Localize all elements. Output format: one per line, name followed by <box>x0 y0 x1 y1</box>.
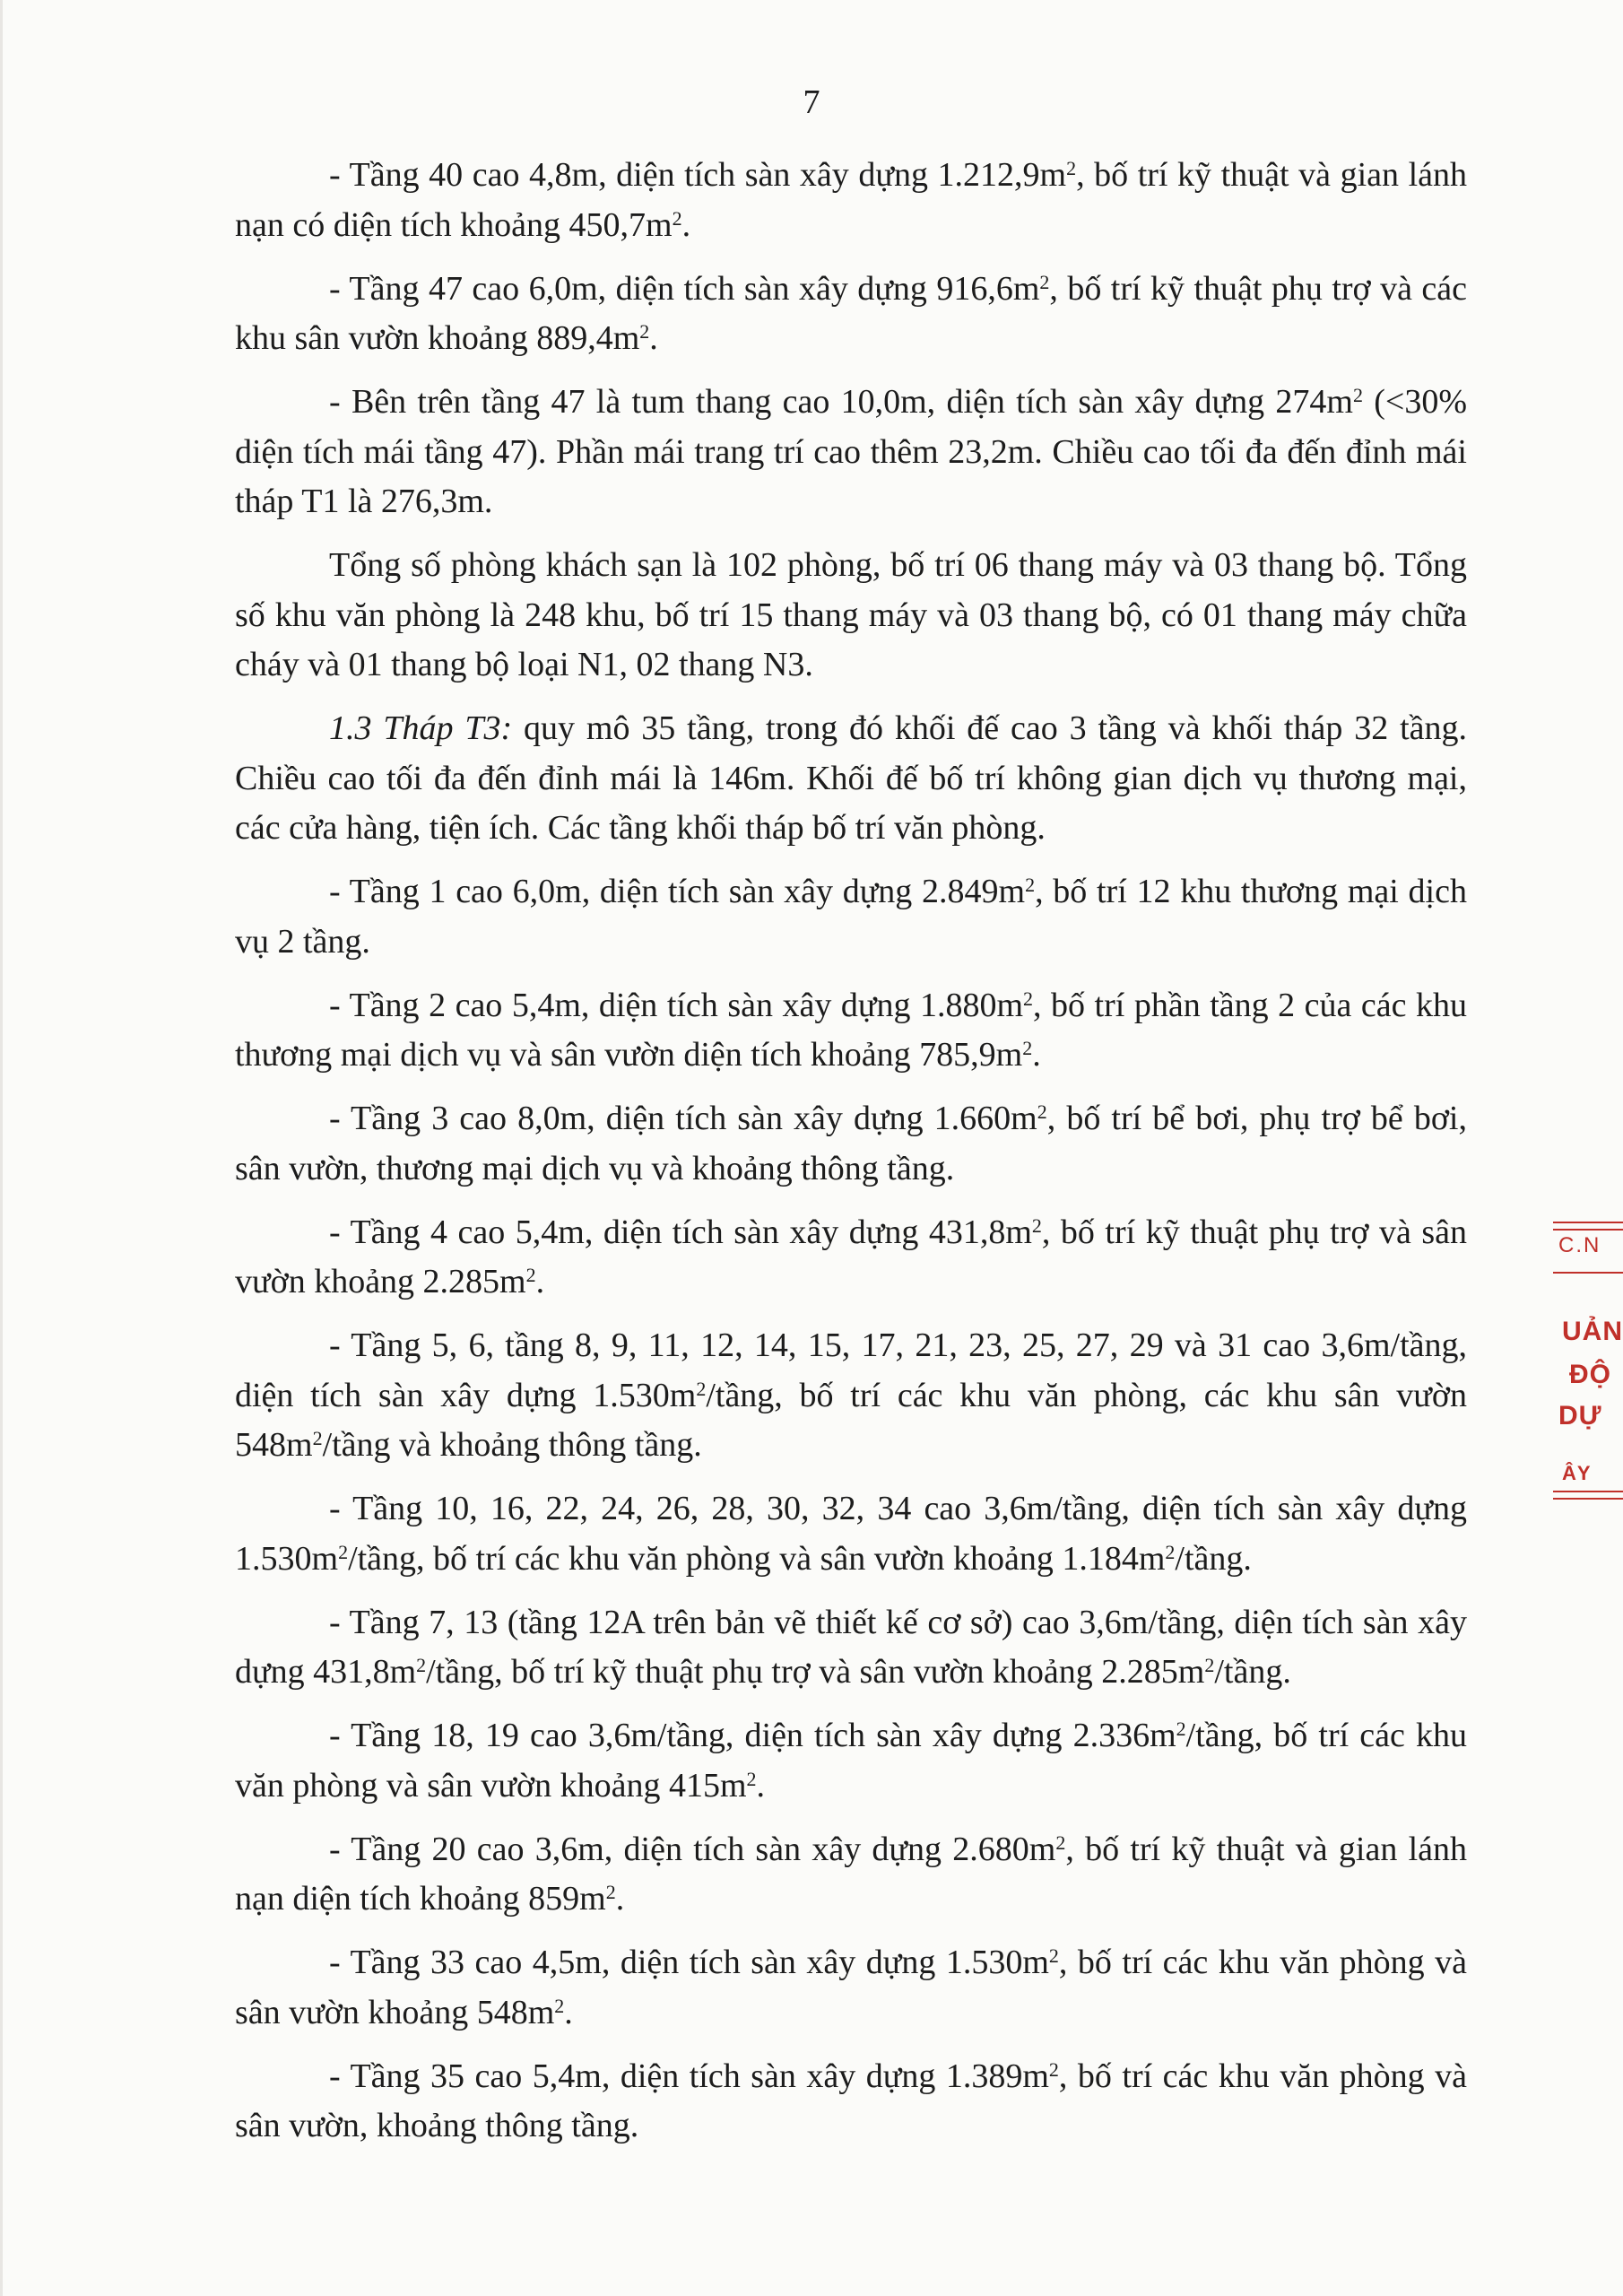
paragraph: - Tầng 3 cao 8,0m, diện tích sàn xây dựng $1.660m^2$, bố trí bể bơi, phụ trợ bể bơi, sân vườn, thương mại dịch vụ và khoảng thông tầng. <box>235 1100 1467 1187</box>
stamp-text: C.N <box>1558 1233 1601 1257</box>
stamp-text: ÂY <box>1562 1462 1592 1484</box>
paragraph: - Tầng 7, 13 (tầng 12A trên bản vẽ thiết kế cơ sở) cao 3,6m/tầng, diện tích sàn xây dựng $431,8m^2$/tầng, bố trí kỹ thuật phụ trợ và sân vườn khoảng $2.285m^2$/tầng. <box>235 1603 1467 1691</box>
paragraph: - Tầng 18, 19 cao 3,6m/tầng, diện tích sàn xây dựng $2.336m^2$/tầng, bố trí các khu văn phòng và sân vườn khoảng $415m^2$. <box>235 1717 1467 1805</box>
paragraph: - Tầng 10, 16, 22, 24, 26, 28, 30, 32, 34 cao 3,6m/tầng, diện tích sàn xây dựng $1.530m^2$/tầng, bố trí các khu văn phòng và sân vườn khoảng $1.184m^2$/tầng. <box>235 1490 1467 1578</box>
paragraph: Tổng số phòng khách sạn là 102 phòng, bố trí 06 thang máy và 03 thang bộ. Tổng số khu văn phòng là 248 khu, bố trí 15 thang máy và 03 thang bộ, có 01 thang máy chữa cháy và 01 thang bộ loại N1, 02 thang N3. <box>235 546 1467 683</box>
stamp-text: ĐỘ <box>1569 1360 1611 1389</box>
paragraph: - Tầng 35 cao 5,4m, diện tích sàn xây dựng $1.389m^2$, bố trí các khu văn phòng và sân vườn, khoảng thông tầng. <box>235 2057 1467 2144</box>
paragraph: - Tầng 1 cao 6,0m, diện tích sàn xây dựng $2.849m^2$, bố trí 12 khu thương mại dịch vụ 2 tầng. <box>235 873 1467 961</box>
paragraph: - Tầng 2 cao 5,4m, diện tích sàn xây dựng $1.880m^2$, bố trí phần tầng 2 của các khu thương mại dịch vụ và sân vườn diện tích khoảng $785,9m^2$. <box>235 986 1468 1074</box>
stamp-rule <box>1553 1222 1623 1223</box>
stamp-rule <box>1553 1229 1623 1231</box>
section-heading: 1.3 Tháp T3: <box>329 709 513 747</box>
paragraph: - Tầng 20 cao 3,6m, diện tích sàn xây dựng $2.680m^2$, bố trí kỹ thuật và gian lánh nạn diện tích khoảng $859m^2$. <box>235 1830 1468 1918</box>
scan-edge <box>0 0 3 2296</box>
stamp-rule <box>1553 1498 1623 1500</box>
paragraph: 1.3 Tháp T3: quy mô 35 tầng, trong đó khối đế cao 3 tầng và khối tháp 32 tầng. Chiều cao tối đa đến đỉnh mái là 146m. Khối đế bố trí không gian dịch vụ thương mại, các cửa hàng, tiện ích. Các tầng khối tháp bố trí văn phòng. <box>235 709 1468 847</box>
paragraph: - Bên trên tầng 47 là tum thang cao 10,0m, diện tích sàn xây dựng $274m^2$ (<30% diện tích mái tầng 47). Phần mái trang trí cao thêm 23,2m. Chiều cao tối đa đến đỉnh mái tháp T1 là 276,3m. <box>235 383 1467 520</box>
paragraph: - Tầng 5, 6, tầng 8, 9, 11, 12, 14, 15, 17, 21, 23, 25, 27, 29 và 31 cao 3,6m/tầng, diện tích sàn xây dựng $1.530m^2$/tầng, bố trí các khu văn phòng, các khu sân vườn $548m^2$/tầng và khoảng thông tầng. <box>235 1326 1467 1464</box>
paragraph: - Tầng 40 cao 4,8m, diện tích sàn xây dựng $1.212,9m^2$, bố trí kỹ thuật và gian lánh nạn có diện tích khoảng $450,7m^2$. <box>235 156 1467 244</box>
paragraph: - Tầng 47 cao 6,0m, diện tích sàn xây dựng $916,6m^2$, bố trí kỹ thuật phụ trợ và các khu sân vườn khoảng $889,4m^2$. <box>235 269 1467 357</box>
stamp-text: UẢN <box>1562 1317 1623 1346</box>
document-body <box>235 151 1467 2165</box>
page-number: 7 <box>803 83 820 121</box>
stamp-text: DỰ <box>1558 1401 1602 1431</box>
official-stamp <box>1542 1211 1623 1534</box>
paragraph: - Tầng 4 cao 5,4m, diện tích sàn xây dựng $431,8m^2$, bố trí kỹ thuật phụ trợ và sân vườn khoảng $2.285m^2$. <box>235 1213 1467 1300</box>
stamp-rule <box>1553 1272 1623 1274</box>
stamp-rule <box>1553 1491 1623 1492</box>
paragraph: - Tầng 33 cao 4,5m, diện tích sàn xây dựng $1.530m^2$, bố trí các khu văn phòng và sân vườn khoảng $548m^2$. <box>235 1944 1467 2031</box>
